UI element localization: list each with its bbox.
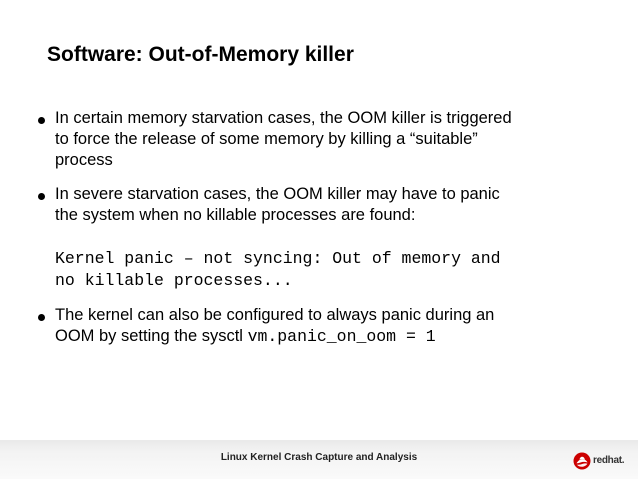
redhat-logo-text: redhat. (593, 455, 625, 466)
inline-code: vm.panic_on_oom = 1 (247, 327, 436, 346)
bullet-line: The kernel can also be configured to always panic during an (55, 306, 495, 324)
footer-text: Linux Kernel Crash Capture and Analysis (220, 452, 418, 463)
redhat-shadowman-icon (573, 452, 591, 470)
bullet-line-text: OOM by setting the sysctl (55, 327, 248, 345)
code-line: Kernel panic – not syncing: Out of memory and (55, 249, 501, 268)
bullet-dot-icon (38, 117, 45, 124)
slide-title: Software: Out-of-Memory killer (47, 43, 354, 66)
bullet-line: In severe starvation cases, the OOM killer may have to panic (55, 185, 500, 203)
bullet-line: to force the release of some memory by killing a “suitable” (55, 130, 478, 148)
code-block (55, 248, 501, 292)
bullet-dot-icon (38, 314, 45, 321)
bullet-line (55, 326, 494, 347)
bullet-text (55, 305, 494, 347)
bullet-dot-icon (38, 193, 45, 200)
bullet-line: the system when no killable processes are found: (55, 206, 416, 224)
bullet-text (55, 184, 500, 226)
bullet-text (55, 108, 512, 171)
redhat-logo (573, 451, 625, 471)
bullet-line: In certain memory starvation cases, the OOM killer is triggered (55, 109, 512, 127)
bullet-line: process (55, 151, 113, 169)
code-line: no killable processes... (55, 271, 293, 290)
